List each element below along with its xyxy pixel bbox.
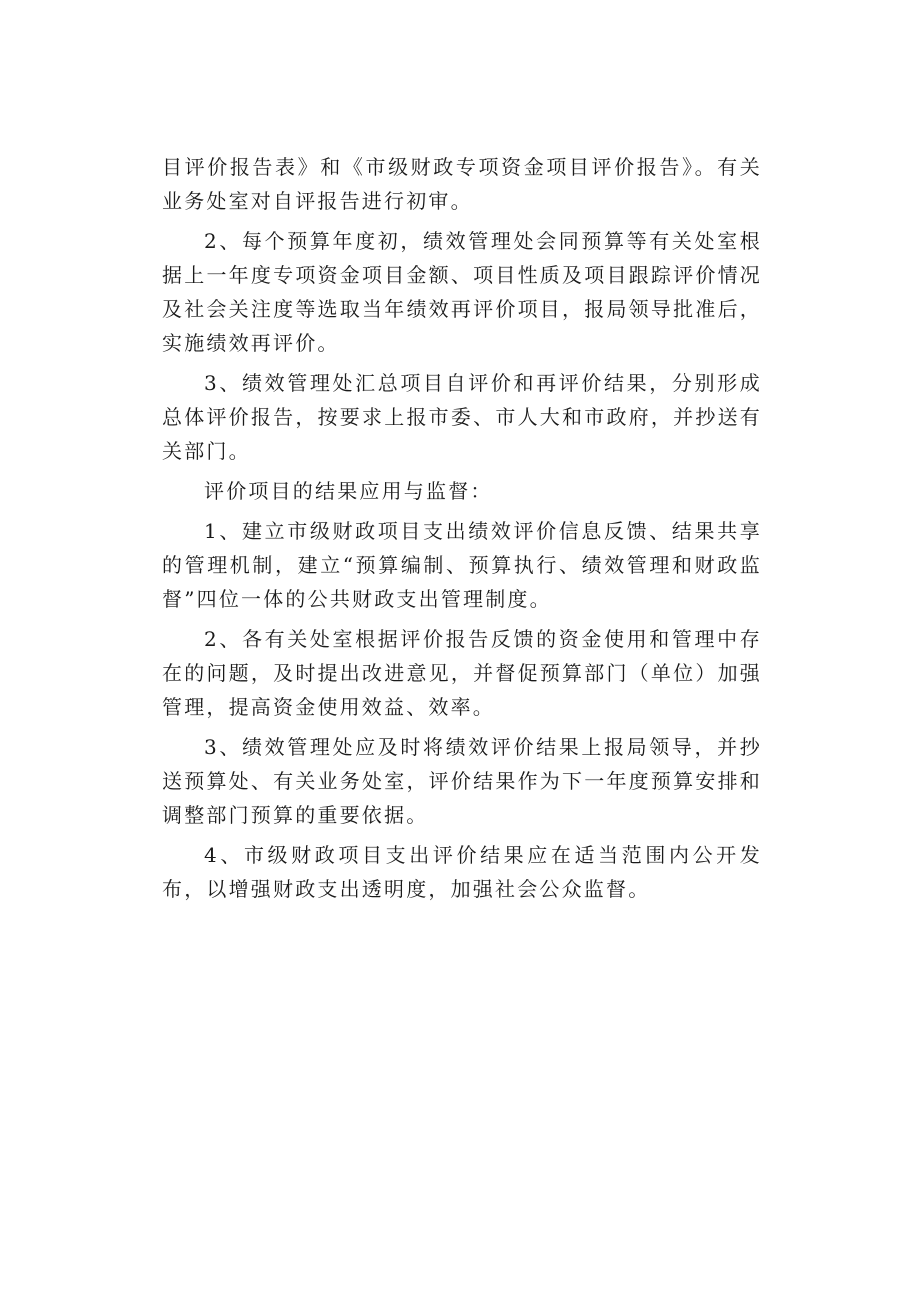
paragraph-item-2-annual-reevaluation: 2、每个预算年度初，绩效管理处会同预算等有关处室根据上一年度专项资金项目金额、项目性质及项目跟踪评价情况及社会关注度等选取当年绩效再评价项目，报局领导批准后，实施绩效再评价。 [162,229,762,355]
paragraph-item-4-public-disclosure: 4、市级财政项目支出评价结果应在适当范围内公开发布，以增强财政支出透明度，加强社会公众监督。 [162,843,762,901]
paragraph-continuation: 目评价报告表》和《市级财政专项资金项目评价报告》。有关业务处室对自评报告进行初审。 [162,155,762,213]
section-heading-results-application: 评价项目的结果应用与监督： [204,479,493,503]
paragraph-item-3-summary-report: 3、绩效管理处汇总项目自评价和再评价结果，分别形成总体评价报告，按要求上报市委、市人大和市政府，并抄送有关部门。 [162,371,762,463]
document-body [162,150,762,912]
paragraph-item-3-report-to-leadership: 3、绩效管理处应及时将绩效评价结果上报局领导，并抄送预算处、有关业务处室，评价结果作为下一年度预算安排和调整部门预算的重要依据。 [162,735,762,827]
paragraph-item-2-improvement: 2、各有关处室根据评价报告反馈的资金使用和管理中存在的问题，及时提出改进意见，并督促预算部门（单位）加强管理，提高资金使用效益、效率。 [162,627,762,719]
paragraph-item-1-feedback-mechanism: 1、建立市级财政项目支出绩效评价信息反馈、结果共享的管理机制，建立“预算编制、预算执行、绩效管理和财政监督”四位一体的公共财政支出管理制度。 [162,519,762,611]
